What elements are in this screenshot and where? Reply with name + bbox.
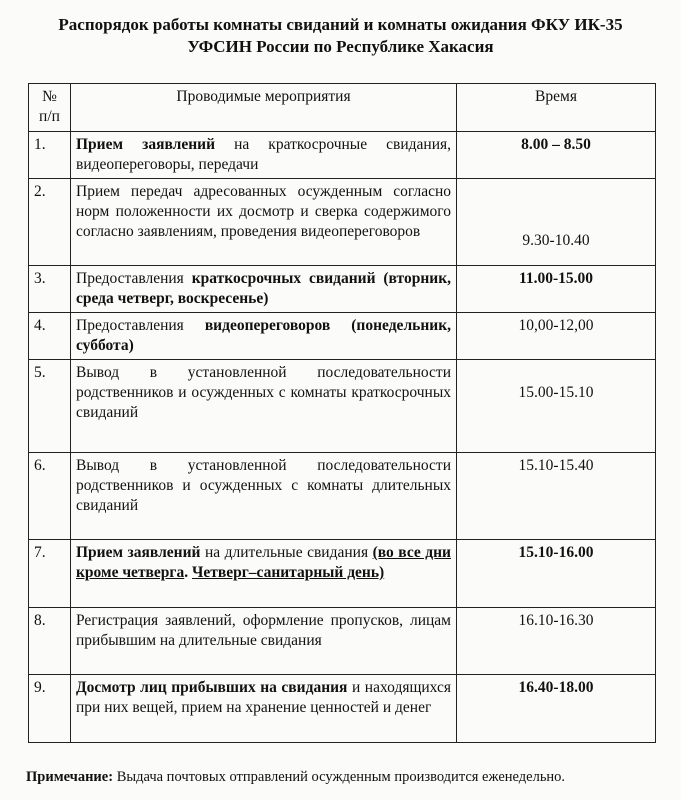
header-number-line-1: № [42,88,57,105]
activity-bold-text: Прием заявлений [76,136,216,153]
row-time [457,360,656,453]
row-time-value: 9.30-10.40 [522,232,590,249]
row-time: 8.00 – 8.50 [457,132,656,179]
activity-text: Вывод в установленной последовательности родственников и осужденных с комнаты краткосрочных свиданий [76,364,451,421]
header-number-line-2: п/п [39,108,60,125]
activity-bold-text: Прием заявлений [76,544,201,561]
row-number: 5. [29,360,71,453]
table-row [29,132,656,179]
document-title [0,14,681,58]
header-activity: Проводимые мероприятия [71,84,457,132]
footnote [26,768,666,786]
header-time: Время [457,84,656,132]
activity-bold-text: . [184,564,192,581]
row-number: 2. [29,179,71,266]
row-time [457,179,656,266]
row-activity [71,675,457,743]
row-number: 8. [29,608,71,675]
row-time: 16.10-16.30 [457,608,656,675]
activity-text: Вывод в установленной последовательности родственников и осужденных с комнаты длительных свиданий [76,457,451,514]
activity-text: Предоставления [76,270,192,287]
activity-text: Регистрация заявлений, оформление пропусков, лицам прибывшим на длительные свидания [76,612,451,649]
table-row [29,608,656,675]
row-number: 7. [29,540,71,608]
table-row [29,540,656,608]
header-number [29,84,71,132]
row-activity [71,608,457,675]
row-number: 3. [29,266,71,313]
row-time: 15.10-16.00 [457,540,656,608]
row-activity [71,132,457,179]
row-number: 6. [29,453,71,540]
row-activity [71,540,457,608]
activity-text: на краткосрочные свидания, видеопереговоры, передачи [76,136,451,173]
row-time-value: 15.00-15.10 [518,384,594,401]
activity-bold-text: Досмотр лиц прибывших на свидания [76,679,348,696]
row-time: 10,00-12,00 [457,313,656,360]
row-activity [71,313,457,360]
table-row [29,313,656,360]
row-number: 9. [29,675,71,743]
schedule-table [28,83,656,743]
footnote-text: Выдача почтовых отправлений осужденным производится еженедельно. [113,769,566,785]
activity-text: Предоставления [76,317,205,334]
row-activity [71,360,457,453]
row-activity [71,266,457,313]
title-line-2: УФСИН России по Республике Хакасия [187,37,494,56]
activity-bold-text: видеопереговоров (понедельник, суббота) [76,317,452,354]
activity-bold-underlined-text: (во все дни кроме четверга [76,544,451,581]
table-row [29,675,656,743]
row-activity [71,179,457,266]
table-row [29,266,656,313]
row-time: 16.40-18.00 [457,675,656,743]
activity-text: на длительные свидания [200,544,373,561]
activity-bold-underlined-text: Четверг–санитарный день) [191,564,385,581]
table-row [29,179,656,266]
row-number: 1. [29,132,71,179]
row-time: 11.00-15.00 [457,266,656,313]
activity-bold-text: краткосрочных свиданий (вторник, среда четверг, воскресенье) [76,270,451,307]
table-row [29,453,656,540]
table-header-row [29,84,656,132]
activity-text: и находящихся при них вещей, прием на хранение ценностей и денег [76,679,451,716]
table-row [29,360,656,453]
activity-text: Прием передач адресованных осужденным согласно норм положенности их досмотр и сверка содержимого согласно заявлениям, проведения видеопереговоров [76,183,451,240]
title-line-1: Распорядок работы комнаты свиданий и комнаты ожидания ФКУ ИК-35 [58,15,623,34]
row-time: 15.10-15.40 [457,453,656,540]
row-activity [71,453,457,540]
row-number: 4. [29,313,71,360]
footnote-label: Примечание: [26,769,114,785]
